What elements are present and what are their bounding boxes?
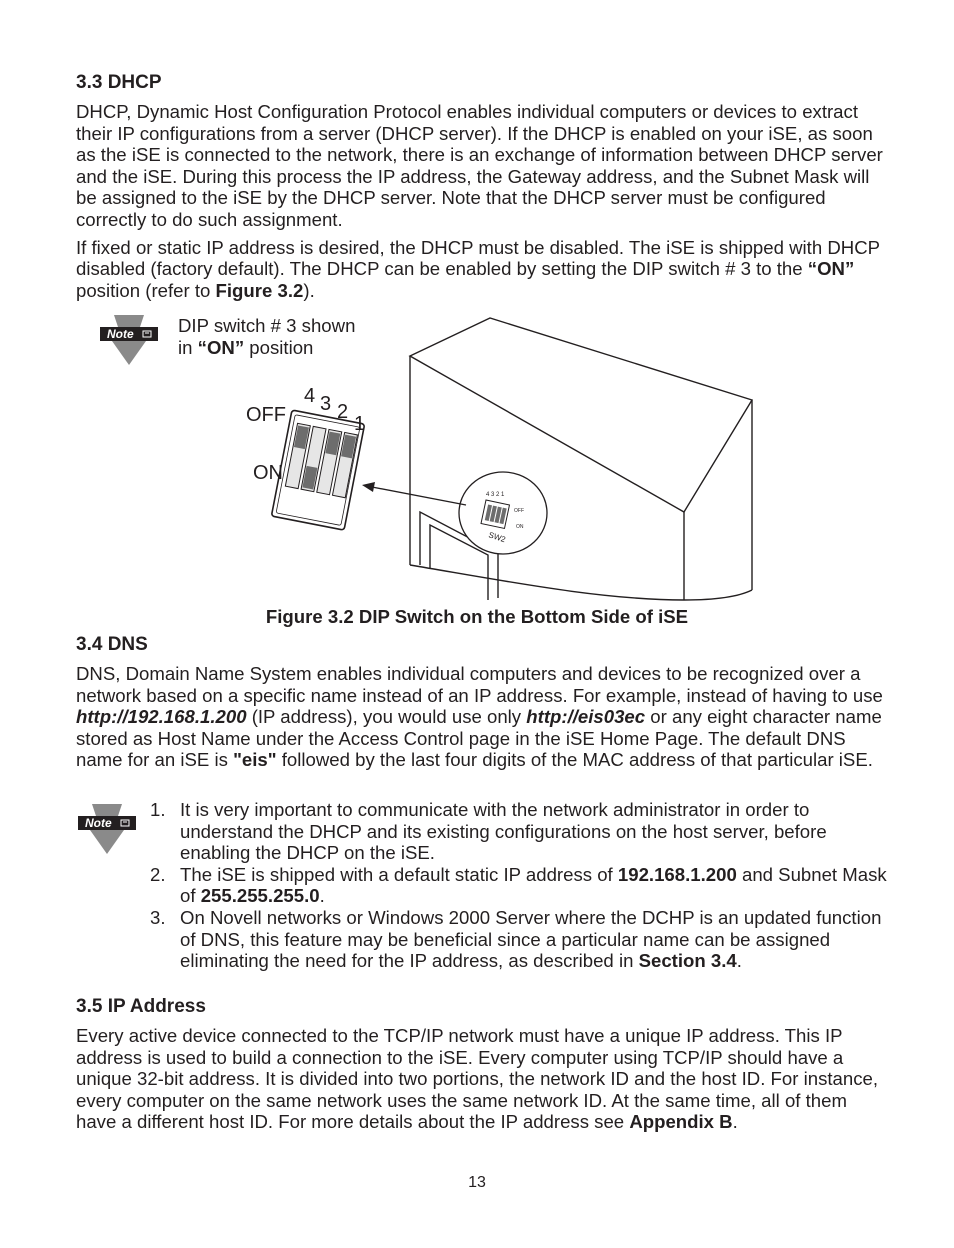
heading-dns: 3.4 DNS (76, 634, 148, 655)
text-span: . (732, 1111, 738, 1133)
ip-paragraph (76, 1025, 886, 1133)
small-on-label: ON (516, 524, 524, 530)
note-icon (78, 804, 138, 861)
switch-number-2: 2 (337, 401, 349, 423)
switch-number-3: 3 (320, 393, 332, 415)
text-span: If fixed or static IP address is desired, the DHCP must be disabled. The iSE is shipped with DHCP disabled (factory default). The DHCP can be enabled by setting the DIP switch # 3 to the (76, 236, 880, 280)
switch-number-4: 4 (304, 385, 316, 407)
heading-dhcp: 3.3 DHCP (76, 72, 162, 93)
text-span: Every active device connected to the TCP/IP network must have a unique IP address. This IP address is used to build a connection to the iSE. Every computer using TCP/IP should have a unique 32-bit address. It is divided into two portions, the network ID and the host ID. For instance, every computer on the same network uses the same network ID. At the same time, all of them have a different host ID. For more details about the IP address see (76, 1025, 879, 1133)
text-span: The iSE is shipped with a default static IP address of (180, 863, 618, 885)
list-number: 3. (150, 906, 166, 928)
page-number: 13 (468, 1174, 486, 1191)
dns-paragraph (76, 663, 886, 771)
bold-on: “ON” (197, 336, 245, 358)
text-span: On Novell networks or Windows 2000 Server where the DCHP is an updated function of DNS, this feature may be beneficial since a particular name can be assigned eliminating the need for the IP address, as described in (180, 906, 882, 972)
heading-ip-address: 3.5 IP Address (76, 996, 206, 1017)
note-list (150, 799, 890, 972)
note-item-2 (150, 864, 890, 907)
text-span: DNS, Domain Name System enables individual computers and devices to be recognized over a network based on a specific name instead of an IP address. For example, instead of having to use (76, 663, 883, 706)
text-span: and Subnet Mask of (180, 863, 887, 907)
text-span: followed by the last four digits of the MAC address of that particular iSE. (276, 749, 873, 771)
list-number: 1. (150, 799, 166, 820)
note-label: Note (107, 327, 134, 341)
default-ip: 192.168.1.200 (617, 863, 737, 885)
on-label: ON (253, 462, 283, 484)
list-number: 2. (150, 863, 166, 885)
switch-number-1: 1 (354, 413, 366, 435)
text-span: or any eight character name stored as Host Name under the Access Control page in the iSE Home Page. The default DNS name for an iSE is (76, 706, 882, 771)
text-span: ). (303, 279, 315, 301)
url-example-name: http://eis03ec (526, 706, 646, 728)
note-label: Note (85, 816, 112, 830)
default-dns-name: "eis" (233, 749, 277, 771)
appendix-reference: Appendix B (629, 1111, 733, 1133)
small-switch-numbers: 4 3 2 1 (486, 492, 505, 498)
text-span: position (refer to (76, 279, 216, 301)
text-span: . (736, 950, 742, 972)
text-span: in (178, 336, 198, 358)
figure-reference: Figure 3.2 (215, 279, 304, 301)
dhcp-paragraph-1: DHCP, Dynamic Host Configuration Protocol enables individual computers or devices to extract their IP configurations from a server (DHCP server). If the DHCP is enabled on your iSE, as soon as the iSE is connected to the network, there is an exchange of information between DHCP server and the iSE. During this process the IP address, the Gateway address, and the Subnet Mask will be assigned to the iSE by the DHCP server. Note that the DHCP server must be configured correctly to do such assignment. (76, 101, 883, 230)
text-span: It is very important to communicate with the network administrator in order to understand the DHCP and its existing configurations on the host server, before enabling the DHCP on the iSE. (180, 799, 827, 864)
small-dip-switch (481, 500, 509, 528)
dip-switch-figure (0, 0, 954, 620)
note-item-3 (150, 907, 890, 972)
url-example-ip: http://192.168.1.200 (76, 706, 247, 728)
off-label: OFF (246, 404, 286, 426)
caption-text: Figure 3.2 DIP Switch on the Bottom Side of iSE (265, 606, 689, 627)
bold-on: “ON” (807, 258, 855, 280)
text-span: position (244, 336, 314, 358)
section-reference: Section 3.4 (638, 950, 737, 972)
text-span: . (319, 885, 325, 907)
large-dip-switch (271, 410, 364, 530)
figure-caption (0, 606, 954, 628)
default-subnet-mask: 255.255.255.0 (200, 885, 320, 907)
note-item-1 (150, 799, 890, 864)
sw2-label: SW2 (487, 530, 507, 545)
small-off-label: OFF (514, 508, 524, 514)
text-span: (IP address), you would use only (246, 706, 527, 728)
figure-note-line-1: DIP switch # 3 shown (178, 315, 356, 336)
